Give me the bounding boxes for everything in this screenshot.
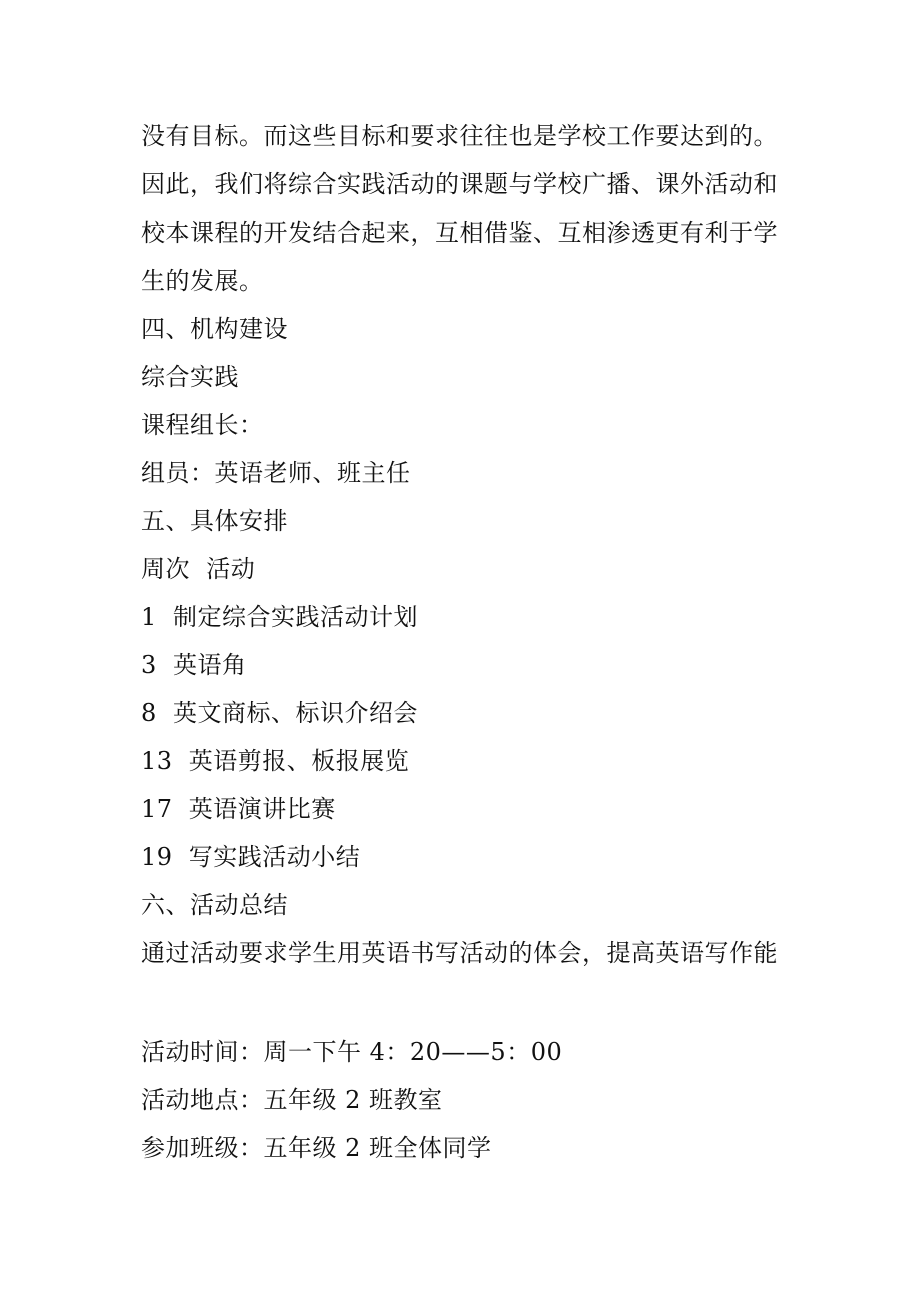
schedule-item: 17 英语演讲比赛 <box>141 795 336 823</box>
section-4-heading: 四、机构建设 <box>141 315 288 343</box>
schedule-header: 周次 活动 <box>141 555 256 583</box>
participants: 参加班级：五年级 2 班全体同学 <box>141 1134 492 1162</box>
section-6-heading: 六、活动总结 <box>141 891 288 919</box>
schedule-item: 19 写实践活动小结 <box>141 843 361 871</box>
section-5-heading: 五、具体安排 <box>141 507 288 535</box>
paragraph-line-4: 生的发展。 <box>141 267 264 295</box>
paragraph-line-3: 校本课程的开发结合起来，互相借鉴、互相渗透更有利于学 <box>141 219 778 247</box>
group-members: 组员：英语老师、班主任 <box>141 459 411 487</box>
activity-place: 活动地点：五年级 2 班教室 <box>141 1086 443 1114</box>
schedule-item: 1 制定综合实践活动计划 <box>141 603 419 631</box>
schedule-item: 3 英语角 <box>141 651 247 679</box>
schedule-item: 13 英语剪报、板报展览 <box>141 747 410 775</box>
paragraph-line-1: 没有目标。而这些目标和要求往往也是学校工作要达到的。 <box>141 122 778 150</box>
group-leader: 课程组长： <box>141 411 264 439</box>
activity-time: 活动时间：周一下午 4：20——5：00 <box>141 1038 563 1066</box>
paragraph-line-2: 因此，我们将综合实践活动的课题与学校广播、课外活动和 <box>141 170 778 198</box>
schedule-item: 8 英文商标、标识介绍会 <box>141 699 419 727</box>
summary-line: 通过活动要求学生用英语书写活动的体会，提高英语写作能 <box>141 939 778 967</box>
group-name: 综合实践 <box>141 363 239 391</box>
